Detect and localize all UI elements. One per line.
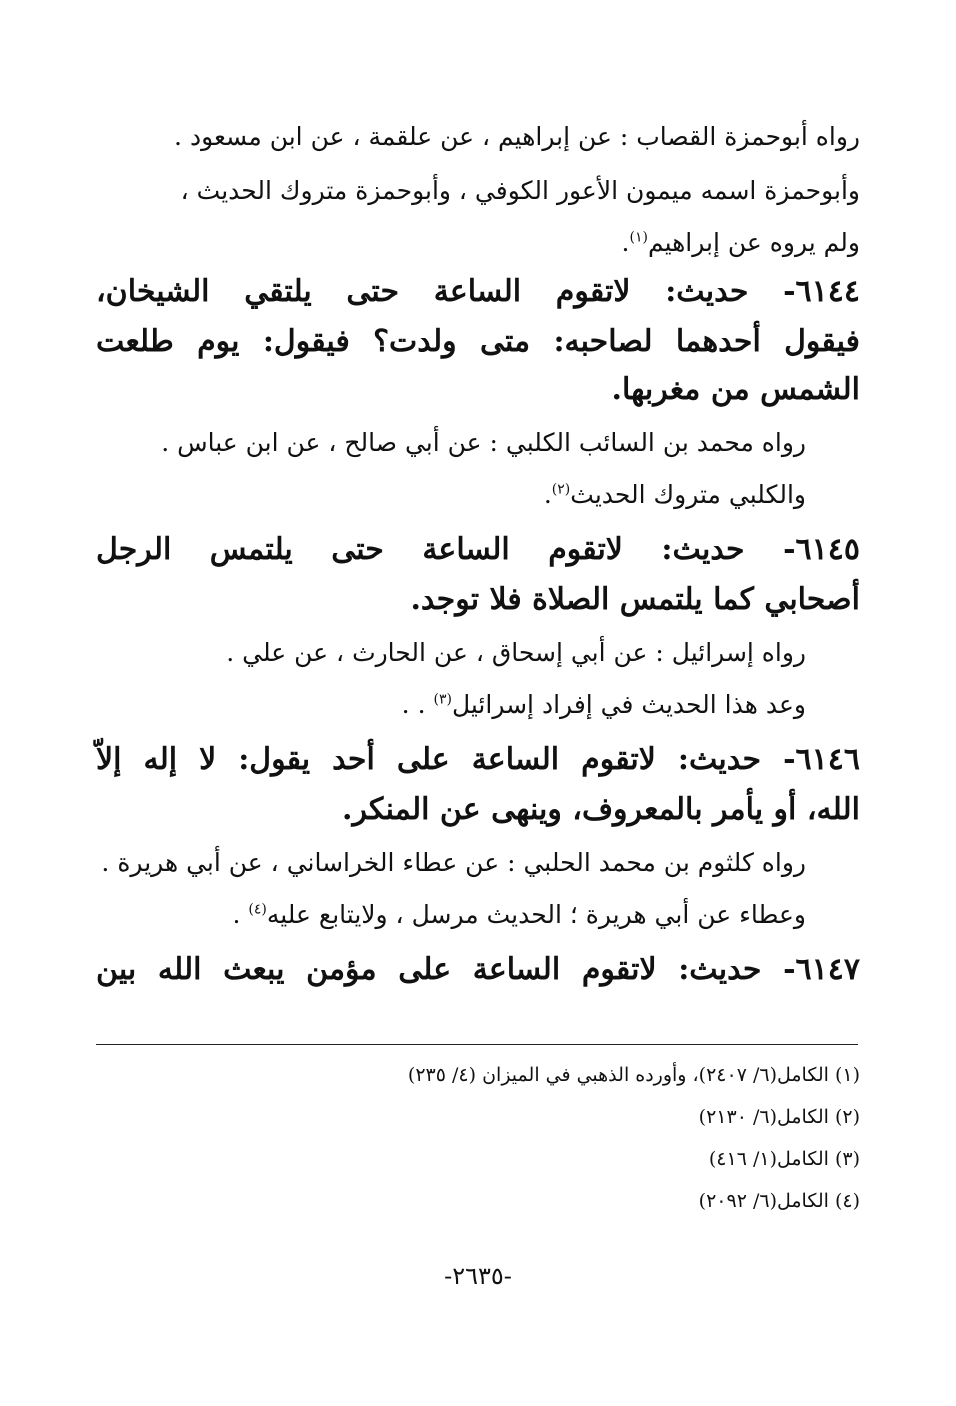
footnote xyxy=(699,1106,860,1128)
hadith-text: فيقول أحدهما لصاحبه: متى ولدت؟ فيقول: يوم طلعت xyxy=(96,324,860,359)
hadith-text-line xyxy=(96,324,860,359)
text-line: رواه أبوحمزة القصاب : عن إبراهيم ، عن علقمة ، عن ابن مسعود . xyxy=(174,122,860,151)
punctuation: . xyxy=(232,900,249,929)
punctuation: . xyxy=(621,228,630,257)
hadith-text: أصحابي كما يلتمس الصلاة فلا توجد. xyxy=(410,582,860,617)
text-line: والكلبي متروك الحديث xyxy=(570,480,806,509)
footnote-ref: (٣) xyxy=(433,691,452,708)
hadith-heading xyxy=(96,952,860,987)
footnote xyxy=(709,1148,860,1170)
narration-line xyxy=(226,638,806,667)
narration-line xyxy=(161,428,806,457)
narration-line xyxy=(174,122,860,151)
hadith-text-line xyxy=(612,372,860,407)
text-line: رواه إسرائيل : عن أبي إسحاق ، عن الحارث ، عن علي . xyxy=(226,638,806,667)
footnote-text: (٢) الكامل(٦/ ٢١٣٠) xyxy=(698,1106,860,1128)
punctuation: . . xyxy=(401,690,434,719)
commentary-line xyxy=(402,690,806,719)
text-line: رواه محمد بن السائب الكلبي : عن أبي صالح ، عن ابن عباس . xyxy=(161,428,806,457)
footnote-ref: (٤) xyxy=(248,901,267,918)
footnote-ref: (٢) xyxy=(551,481,571,498)
footnote xyxy=(699,1190,860,1212)
page-number: -٢٦٣٥- xyxy=(444,1262,512,1290)
hadith-text-line xyxy=(410,582,860,617)
commentary-line xyxy=(622,228,860,257)
hadith-heading xyxy=(96,274,860,309)
hadith-text: الله، أو يأمر بالمعروف، وينهى عن المنكر. xyxy=(342,792,860,827)
text-line: وأبوحمزة اسمه ميمون الأعور الكوفي ، وأبوحمزة متروك الحديث ، xyxy=(180,176,860,205)
footnote-ref: (١) xyxy=(629,229,648,246)
hadith-text: ٦١٤٦- حديث: لاتقوم الساعة على أحد يقول: لا إله إلاّ xyxy=(96,742,860,777)
commentary-line xyxy=(232,900,806,929)
commentary-line xyxy=(181,176,860,205)
hadith-heading xyxy=(96,532,860,567)
text-line: رواه كلثوم بن محمد الحلبي : عن عطاء الخراساني ، عن أبي هريرة . xyxy=(101,848,806,877)
hadith-text: ٦١٤٤- حديث: لاتقوم الساعة حتى يلتقي الشيخان، xyxy=(96,274,860,309)
text-line: وعد هذا الحديث في إفراد إسرائيل xyxy=(451,690,806,719)
footnote-text: (٤) الكامل(٦/ ٢٠٩٢) xyxy=(698,1190,860,1212)
footnote-separator xyxy=(96,1044,858,1045)
narration-line xyxy=(101,848,806,877)
text-line: ولم يروه عن إبراهيم xyxy=(647,228,860,257)
hadith-heading xyxy=(96,742,860,777)
hadith-text-line xyxy=(342,792,860,827)
punctuation: . xyxy=(543,480,552,509)
footnote-text: (١) الكامل(٦/ ٢٤٠٧)، وأورده الذهبي في الميزان (٤/ ٢٣٥) xyxy=(407,1064,860,1086)
hadith-text: ٦١٤٧- حديث: لاتقوم الساعة على مؤمن يبعث الله بين xyxy=(96,952,860,987)
text-line: وعطاء عن أبي هريرة ؛ الحديث مرسل ، ولايتابع عليه xyxy=(266,900,806,929)
hadith-text: الشمس من مغربها. xyxy=(611,372,860,407)
footnote xyxy=(408,1064,860,1086)
footnote-text: (٣) الكامل(١/ ٤١٦) xyxy=(708,1148,860,1170)
hadith-text: ٦١٤٥- حديث: لاتقوم الساعة حتى يلتمس الرجل xyxy=(96,532,860,567)
commentary-line xyxy=(544,480,806,509)
